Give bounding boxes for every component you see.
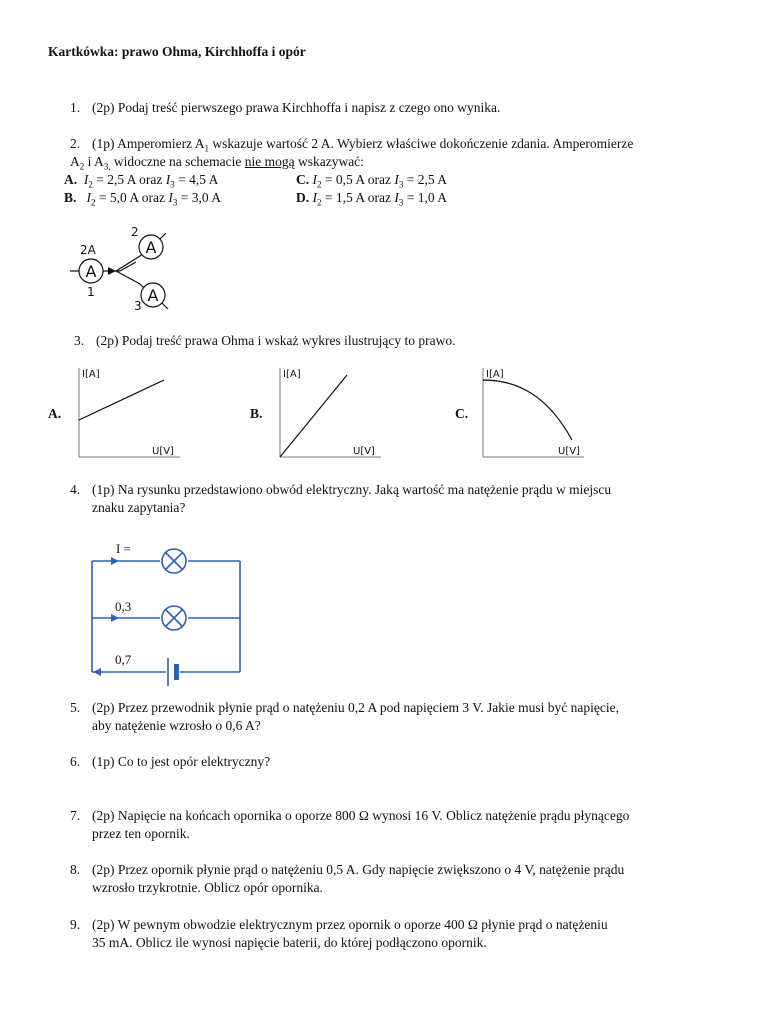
question-9-line-1 (70, 917, 608, 933)
graph-c-curve (483, 380, 572, 440)
option-label: B. (64, 190, 77, 205)
label-2: 2 (131, 225, 139, 239)
ammeter-symbol: A (145, 238, 157, 257)
math-var: I (312, 172, 317, 187)
answer-option-c (296, 172, 447, 190)
subscript: 2 (317, 179, 322, 190)
math-var: I (394, 190, 399, 205)
question-1 (70, 100, 500, 116)
answer-option-b (64, 190, 221, 208)
question-text: widoczne na schemacie (110, 154, 245, 169)
question-5-line-2: aby natężenie wzrosło o 0,6 A? (92, 718, 261, 733)
label-3: 3 (134, 299, 142, 313)
option-text: = 4,5 A (174, 172, 219, 187)
battery-short-plate (174, 664, 179, 680)
question-6 (70, 754, 270, 770)
question-number: 8. (70, 862, 81, 877)
graph-a-xlabel: U[V] (152, 446, 174, 457)
question-number: 7. (70, 808, 81, 823)
option-label: A. (64, 172, 78, 187)
label-current-i: I = (116, 541, 131, 556)
question-text: (2p) Napięcie na końcach opornika o oporze 800 Ω wynosi 16 V. Oblicz natężenie prądu płynącego (92, 808, 630, 823)
question-number: 3. (74, 333, 85, 348)
graph-c-label: C. (455, 406, 469, 421)
question-4-line-1 (70, 482, 611, 498)
graph-b-xlabel: U[V] (353, 446, 375, 457)
label-0-3: 0,3 (115, 599, 132, 614)
math-var: I (394, 172, 399, 187)
math-var: I (165, 172, 171, 187)
circuit-diagram (86, 538, 246, 688)
question-text: wskazuje wartość 2 A. Wybierz właściwe dokończenie zdania. Amperomierze (208, 136, 634, 151)
option-text: = 5,0 A oraz (95, 190, 169, 205)
graph-a (74, 366, 184, 461)
question-number: 1. (70, 100, 81, 115)
question-3 (74, 333, 456, 349)
ammeter-symbol: A (85, 262, 97, 281)
subscript: 2 (79, 161, 85, 172)
subscript: 3 (170, 179, 175, 190)
answer-option-d (296, 190, 447, 208)
question-text: (2p) W pewnym obwodzie elektrycznym przez opornik o oporze 400 Ω płynie prąd o natężeniu (92, 917, 608, 932)
graph-a-curve (79, 380, 164, 420)
option-text: = 2,5 A oraz (92, 172, 166, 187)
math-var: I (168, 190, 173, 205)
question-8-line-1 (70, 862, 624, 878)
question-text: (2p) Przez opornik płynie prąd o natężeniu 0,5 A. Gdy napięcie zwiększono o 4 V, natężenie prądu (92, 862, 625, 877)
option-text: = 1,5 A oraz (321, 190, 395, 205)
question-text: (1p) Co to jest opór elektryczny? (92, 754, 271, 769)
graph-b-ylabel: I[A] (283, 369, 301, 380)
subscript: 2 (317, 197, 322, 208)
graph-b-curve (280, 375, 347, 457)
option-text: = 3,0 A (177, 190, 221, 205)
question-4-line-2: znaku zapytania? (92, 500, 186, 515)
subscript: 1 (204, 143, 209, 154)
page-title: Kartkówka: prawo Ohma, Kirchhoffa i opór (48, 44, 306, 59)
math-var: I (86, 190, 92, 205)
graph-c-xlabel: U[V] (558, 446, 580, 457)
subscript: 2 (88, 179, 93, 190)
graph-a-ylabel: I[A] (82, 369, 100, 380)
question-text: wskazywać: (294, 154, 364, 169)
math-var: I (312, 190, 317, 205)
question-7-line-1 (70, 808, 629, 824)
question-text: (2p) Podaj treść pierwszego prawa Kirchhoffa i napisz z czego ono wynika. (92, 100, 501, 115)
question-9-line-2: 35 mA. Oblicz ile wynosi napięcie baterii, do której podłączono opornik. (92, 935, 487, 950)
label-1: 1 (87, 285, 95, 299)
question-2-line-2 (70, 154, 364, 172)
subscript: 3 (172, 197, 178, 208)
question-number: 6. (70, 754, 81, 769)
question-7-line-2: przez ten opornik. (92, 826, 190, 841)
option-label: D. (296, 190, 310, 205)
question-text: (2p) Podaj treść prawa Ohma i wskaż wykres ilustrujący to prawo. (96, 333, 456, 348)
graph-c (478, 366, 588, 461)
option-text: = 1,0 A (403, 190, 447, 205)
question-text: (1p) Amperomierz A (92, 136, 205, 151)
underlined-text: nie mogą (244, 154, 295, 169)
graph-b-label: B. (250, 406, 263, 421)
label-2a: 2A (80, 243, 96, 257)
graph-c-ylabel: I[A] (486, 369, 504, 380)
question-text: (2p) Przez przewodnik płynie prąd o natężeniu 0,2 A pod napięciem 3 V. Jakie musi być napięcie, (92, 700, 619, 715)
question-number: 2. (70, 136, 81, 151)
label-0-7: 0,7 (115, 652, 132, 667)
math-var: I (83, 172, 89, 187)
ammeter-symbol: A (147, 286, 159, 305)
question-number: 4. (70, 482, 81, 497)
graph-b (275, 366, 385, 461)
graph-a-label: A. (48, 406, 62, 421)
question-text: A (70, 154, 80, 169)
question-5-line-1 (70, 700, 619, 716)
question-2-line-1 (70, 136, 633, 154)
ammeter-junction-diagram (60, 220, 200, 320)
option-text: = 0,5 A oraz (321, 172, 395, 187)
question-text: (1p) Na rysunku przedstawiono obwód elektryczny. Jaką wartość ma natężenie prądu w miejscu (92, 482, 612, 497)
answer-option-a (64, 172, 218, 190)
subscript: 2 (91, 197, 96, 208)
subscript: 3 (398, 197, 404, 208)
question-8-line-2: wzrosło trzykrotnie. Oblicz opór opornika. (92, 880, 323, 895)
question-number: 9. (70, 917, 81, 932)
subscript: 3, (103, 161, 111, 172)
option-label: C. (296, 172, 310, 187)
option-text: = 2,5 A (403, 172, 447, 187)
subscript: 3 (398, 179, 404, 190)
question-text: i A (84, 154, 104, 169)
question-number: 5. (70, 700, 81, 715)
